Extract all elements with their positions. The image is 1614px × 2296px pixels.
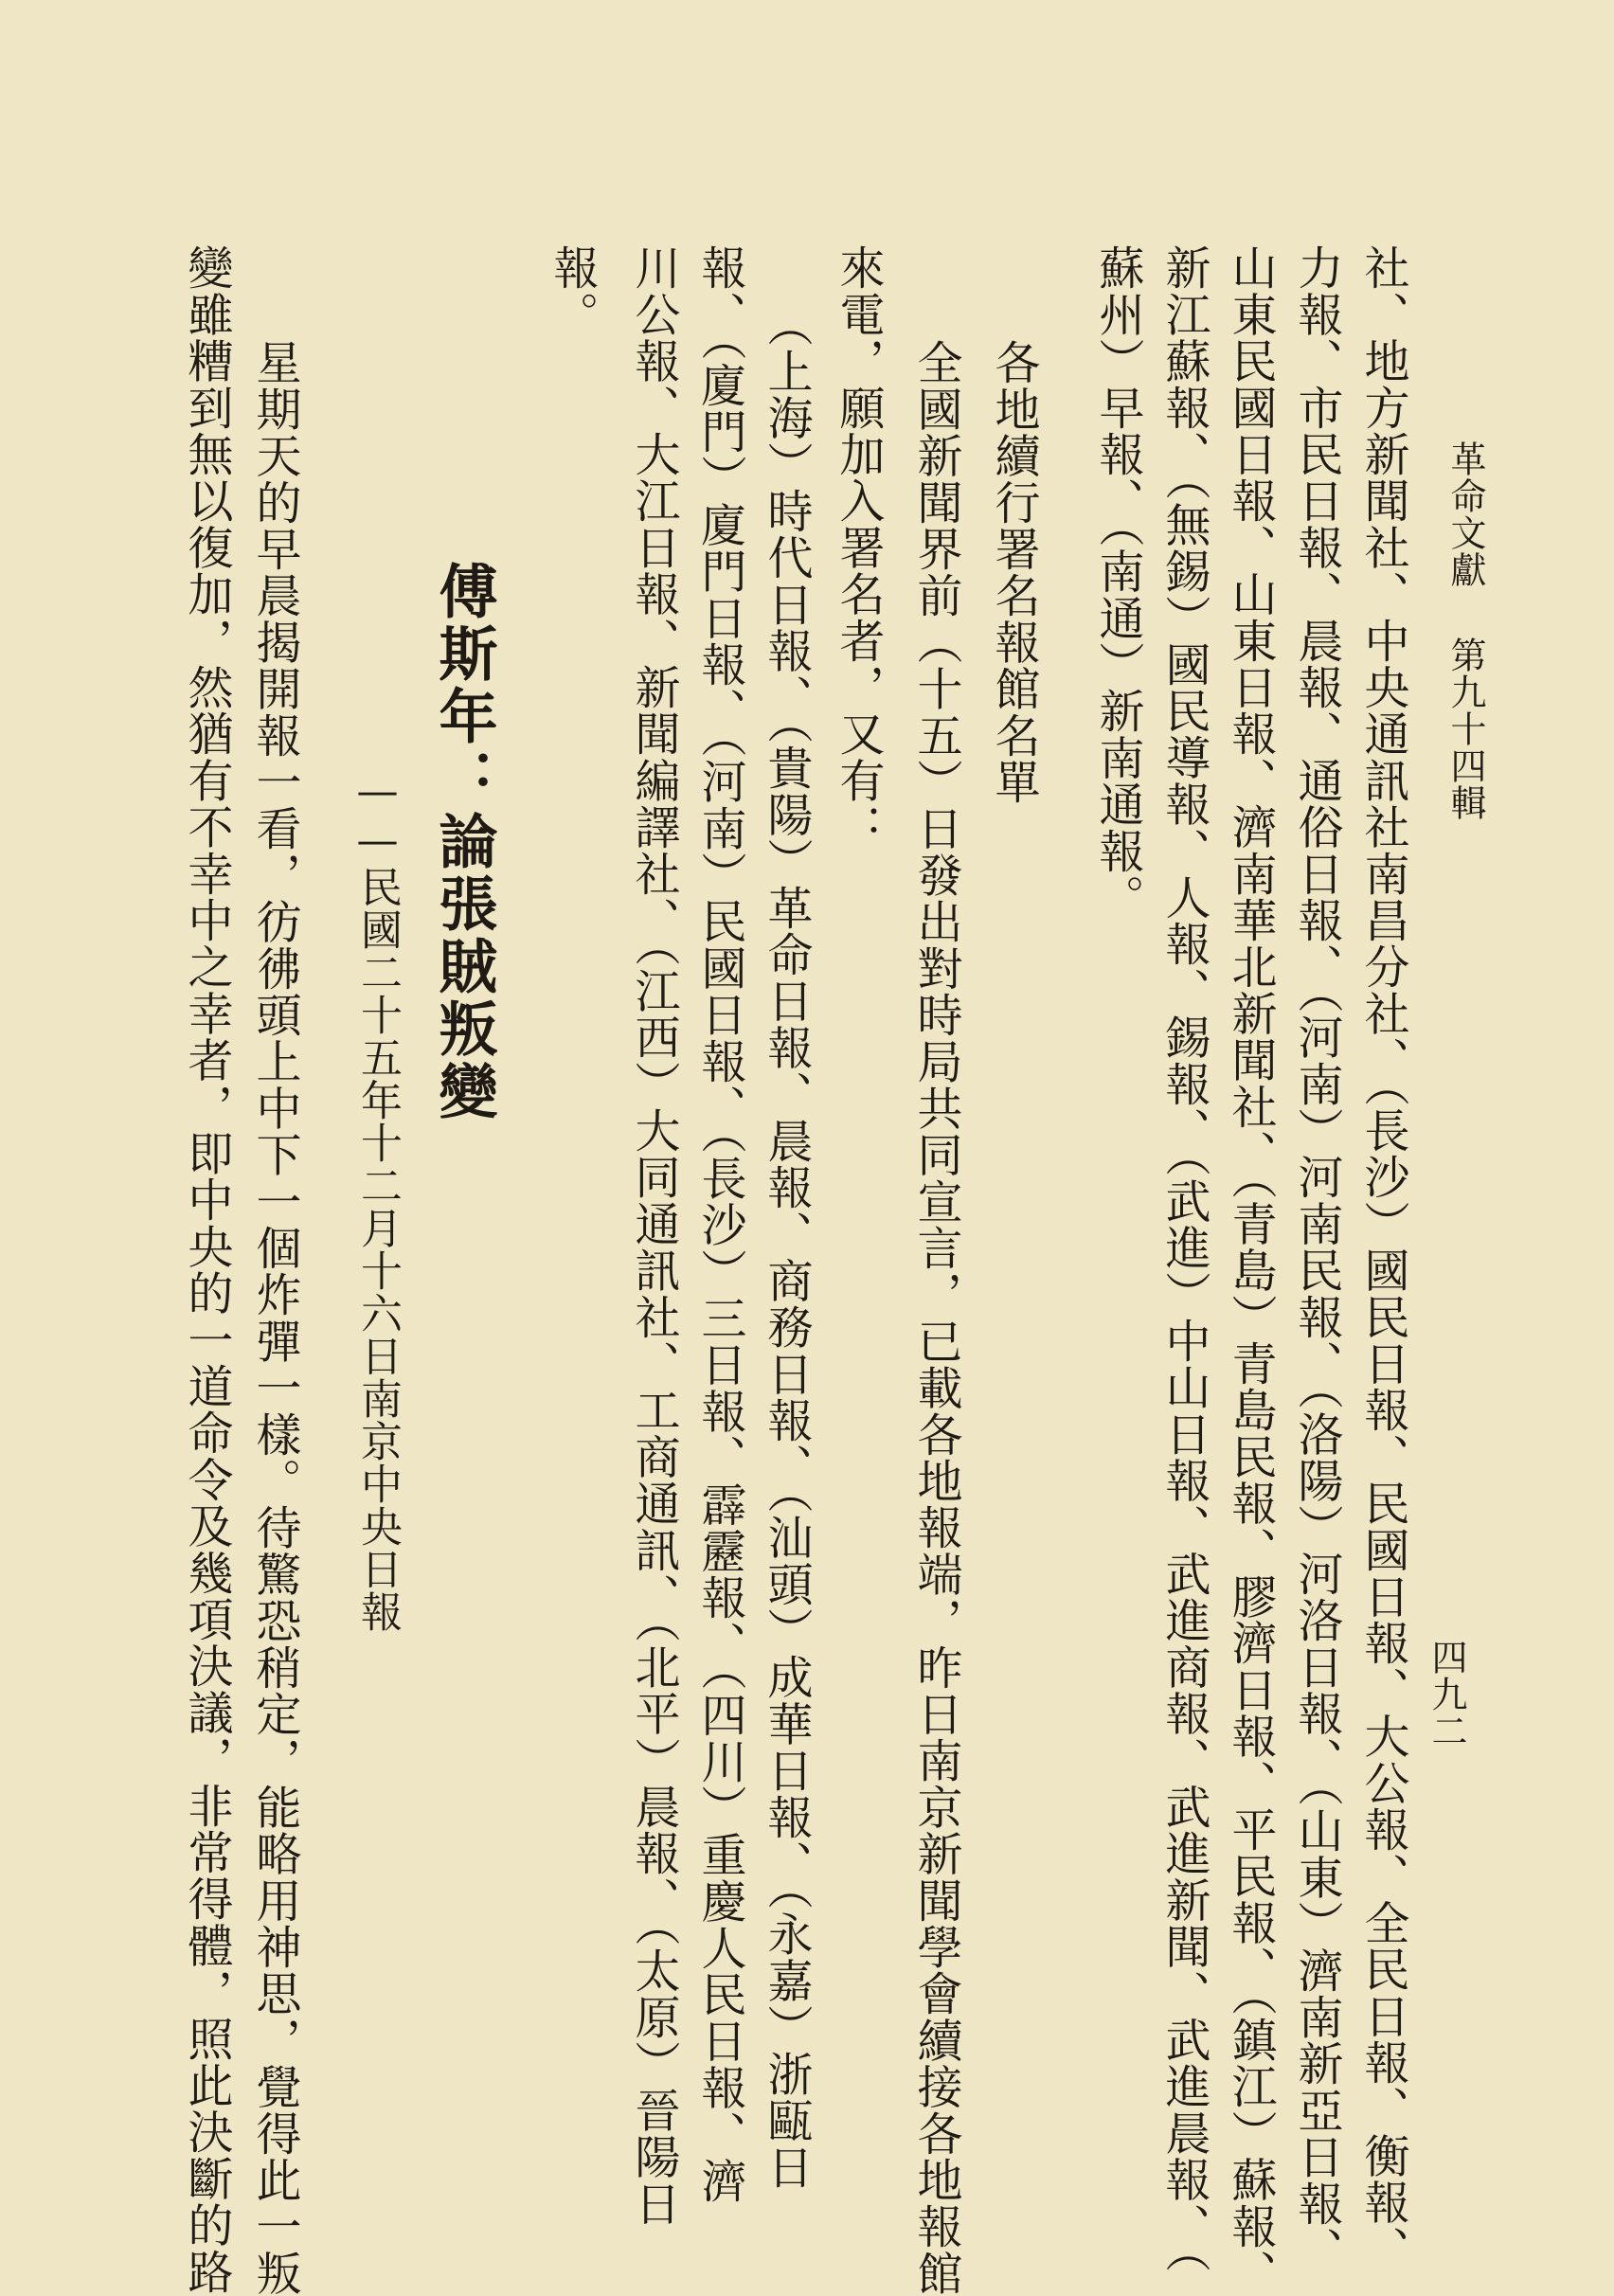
text-column: 社、地方新聞社、中央通訊社南昌分社、（長沙）國民日報、民國日報、大公報、全民日報、衡報、 xyxy=(1356,244,1409,2272)
text-column: 來電，願加入署名者，又有： xyxy=(832,244,885,851)
article-paragraph: 變雖糟到無以復加，然猶有不幸中之幸者，即中央的一道命令及幾項決議，非常得體，照此決斷的路 xyxy=(180,244,233,2295)
text-column: 報、（廈門）廈門日報、（河南）民國日報、（長沙）三日報、霹靂報、（四川）重慶人民日報、濟 xyxy=(693,244,746,2204)
text-column: 川公報、大江日報、新聞編譯社、（江西）大同通訊社、工商通訊、（北平）晨報、（太原）晉陽日 xyxy=(627,244,680,2227)
text-column: 山東民國日報、山東日報、濟南華北新聞社、（青島）青島民報、膠濟日報、平民報、（鎮江）蘇報、 xyxy=(1224,244,1277,2296)
article-paragraph: 星期天的早晨揭開報一看，彷彿頭上中下一個炸彈一樣。待驚恐稍定，能略用神思，覺得此一叛 xyxy=(248,339,301,2296)
text-column: 力報、市民日報、晨報、通俗日報、（河南）河南民報、（洛陽）河洛日報、（山東）濟南新亞日報、 xyxy=(1290,244,1343,2273)
page-number: 四九二 xyxy=(1426,1639,1467,1749)
header-book-title: 革命文獻 xyxy=(1444,440,1486,588)
section-heading: 各地續行署名報館名單 xyxy=(987,339,1040,805)
text-column: （上海）時代日報、（貴陽）革命日報、晨報、商務日報、（汕頭）成華日報、（永嘉）浙甌日 xyxy=(760,301,813,2191)
text-column: 報。 xyxy=(546,244,599,338)
text-column: 新江蘇報、（無錫）國民導報、人報、錫報、（武進）中山日報、武進商報、武進新聞、武進晨報、（ xyxy=(1157,244,1210,2273)
article-dateline: ——民國二十五年十二月十六日南京中央日報 xyxy=(353,767,402,1633)
article-title: 傅斯年：論張賊叛變 xyxy=(429,561,498,1123)
text-column: 蘇州）早報、（南通）新南通報。 xyxy=(1091,244,1144,921)
header-volume: 第九十四輯 xyxy=(1444,637,1486,821)
text-column: 全國新聞界前（十五）日發出對時局共同宣言，已載各地報端，昨日南京新聞學會續接各地報館 xyxy=(909,339,962,2296)
